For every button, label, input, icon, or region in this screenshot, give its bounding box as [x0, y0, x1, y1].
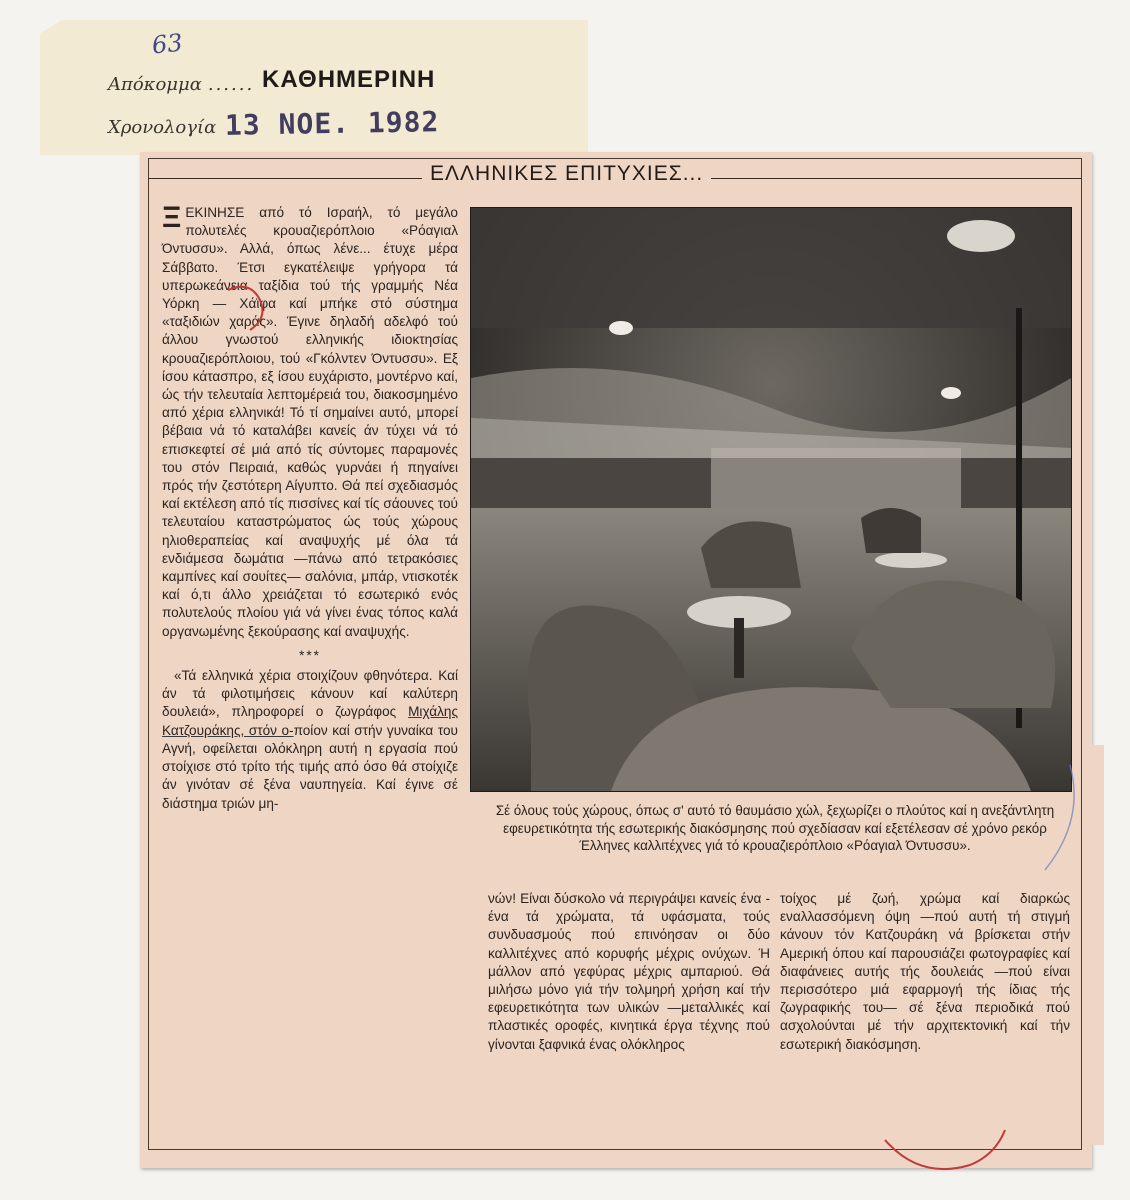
article-paragraph [162, 667, 458, 813]
article-photo [470, 207, 1072, 792]
newspaper-name: ΚΑΘΗΜΕΡΙΝΗ [262, 66, 436, 93]
article-text: ΕΚΙΝΗΣΕ από τό Ισραήλ, τό μεγάλο πολυτελές κρουαζιερόπλοιο «Ρόαγιαλ Όντυσσυ». Αλλά, όπως λένε... έτυχε μέρα Σάββατο. Έτσι εγκατέλειψε γρήγορα τά υπερωκεάνεια ταξίδια τού τής γραμμής Νέα Υόρκη — Χάϊφα καί μπήκε στό σύστημα «ταξιδιών χαράς». Έγινε δηλαδή αδελφό τού άλλου γνωστού ελληνικής ιδιοκτησίας κρουαζιερόπλοιου, τού «Γκόλντεν Όντυσσυ». Εξ ίσου κάτασπρο, εξ ίσου ευχάριστο, μοντέρνο καί, ώς τήν τελευταία λεπτομέρειά του, διακοσμημένο από χέρια ελληνικά! Τό τί σημαίνει αυτό, μπορεί βέβαια νά τό καταλάβει κανείς άν τύχει νά τό επισκεφτεί σέ μιά από τίς σύντομες παραμονές του στόν Πειραιά, καθώς γυρνάει ή πηγαίνει πρός τήν ζεστότερη Αίγυπτο. Θά πεί σχεδιασμός καί εκτέλεση από τίς πισσίνες καί τίς σάουνες τού τελευταίου καταστρώματος ώς τούς χώρους ηλιοθεραπείας καί αναψυχής μέ όλα τά ενδιάμεσα δωμάτια —πάνω από τετρακόσιες καμπίνες καί σουίτες— σαλόνια, μπάρ, ντισκοτέκ καί ό,τι άλλο χρειάζεται τό εσωτερικό ενός πολυτελούς πλοίου γιά νά γίνει ένας τόπος καλά οργανωμένης ξεκούρασης καί αναψυχής. [162, 205, 458, 639]
clipping-field-row [108, 74, 254, 95]
underlined-name: Μιχάλης Κατζουράκης, στόν ο- [162, 704, 458, 738]
date-stamp: 13 ΝΟΕ. 1982 [224, 105, 440, 142]
drop-cap: Ξ [162, 201, 182, 234]
newspaper-clipping [140, 152, 1092, 1168]
article-column-3: τοίχος μέ ζωή, χρώμα καί διαρκώς εναλλασσόμενη όψη —πού αυτή τή στιγμή κάνουν τόν Κατζουράκη νά βρίσκεται στήν Αμερική όπου καί παρουσιάζει φωτογραφίες καί διαφάνειες αυτής τής δουλειάς —πού είναι περισσότερο μιά εφαρμογή τής ίδιας τής ζωγραφικής του— σέ ξένα περιοδικά πού ασχολούνται μέ τήν αρχιτεκτονική καί τήν εσωτερική διακόσμηση. [780, 891, 1070, 1052]
clipping-dots: ...... [207, 74, 255, 95]
article-column-1 [162, 201, 458, 1134]
article-paragraph [162, 201, 458, 641]
clipping-field-label: Απόκομμα [108, 74, 202, 95]
date-field-row [108, 117, 216, 138]
lounge-photo-illustration [471, 208, 1071, 791]
section-separator: *** [299, 647, 321, 663]
article-text: «Τά ελληνικά χέρια στοιχίζουν φθηνότερα. Καί άν τά φιλοτιμήσεις κάνουν καί καλύτερη δουλειά», πληροφορεί ο ζωγράφος [162, 668, 458, 720]
handwritten-number: 63 [150, 28, 184, 60]
photo-caption: Σέ όλους τούς χώρους, όπως σ' αυτό τό θαυμάσιο χώλ, ξεχωρίζει ο πλούτος καί η ανεξάντλητη εφευρετικότητα τής εσωτερικής διακόσμησης πού σχεδίασαν καί εξετέλεσαν σέ χρόνο ρεκόρ Έλληνες καλλιτέχνες γιά τό κρουαζιερόπλοιο «Ρόαγιαλ Όντυσσυ». [495, 803, 1055, 853]
date-field-label: Χρονολογία [108, 117, 217, 138]
clipping-torn-edge [1092, 745, 1104, 1145]
article-column-2: νών! Είναι δύσκολο νά περιγράψει κανείς ένα - ένα τά χρώματα, τά υφάσματα, τούς συνδυασμούς πού επινόησαν οι δύο καλλιτέχνες από κορυφής μέχρις ονύχων. Ή μάλλον από γεφύρας μέχρις αμπαριού. Θά μιλήσω μόνο γιά τήν τολμηρή χρήση καί τήν εφευρετικότητα των υλικών —μεταλλικές καί πλαστικές οροφές, κινητικά έργα τέχνης πού γίνονται ξαφνικά ένας ολόκληρος [488, 891, 770, 1052]
article-text: ποίον καί στήν γυναίκα του Αγνή, οφείλεται ολόκληρη αυτή η εργασία πού στοίχισε στό τρίτο τής τιμής από όσο θά στοίχιζε άν γινόταν σέ ξένα ναυπηγεία. Καί έγινε σέ διάστημα τριών μη- [162, 722, 458, 811]
article-headline: ΕΛΛΗΝΙΚΕΣ ΕΠΙΤΥΧΙΕΣ... [422, 162, 711, 186]
